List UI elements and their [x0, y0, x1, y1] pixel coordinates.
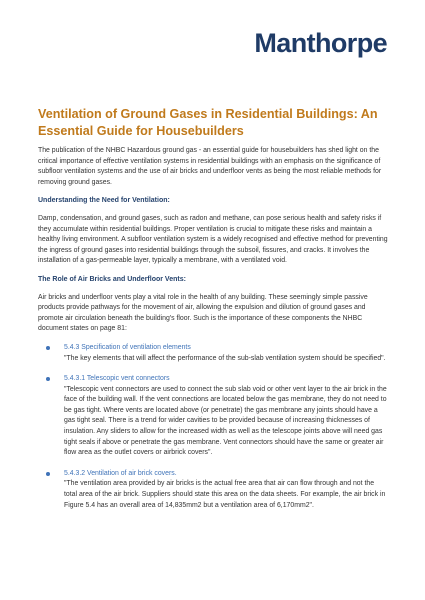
- document-body: [38, 146, 388, 521]
- list-item: [38, 343, 388, 364]
- section-heading-role: The Role of Air Bricks and Underfloor Vents:: [38, 275, 186, 283]
- list-item-title: 5.4.3.1 Telescopic vent connectors: [64, 375, 170, 383]
- section-paragraph-role: Air bricks and underfloor vents play a vital role in the health of any building. These seemingly simple passive products provide pathways for the movement of air, allowing the expulsion and dilution of ground gases and promote air circulation beneath the building's floor. Such is the importance of these components the NHBC document states on page 81:: [38, 293, 368, 333]
- list-item: [38, 374, 388, 459]
- section-heading-need: Understanding the Need for Ventilation:: [38, 197, 170, 205]
- list-item-text: "The ventilation area provided by air bricks is the actual free area that air can flow through and not the total area of the air brick. Suppliers should state this area on the data sheets. For example, the air brick in Figure 5.4 has an overall area of 14,835mm2 but a ventilation area of 6,170mm2".: [64, 480, 386, 509]
- intro-paragraph: The publication of the NHBC Hazardous ground gas - an essential guide for housebuilders has shed light on the critical importance of effective ventilation systems in residential buildings with an emphasis on the significance of subfloor ventilation systems and the use of air bricks and underfloor vents as being the most reliable methods for removing ground gases.: [38, 147, 382, 186]
- bullet-icon: [46, 377, 50, 381]
- list-item-title: 5.4.3.2 Ventilation of air brick covers.: [64, 469, 177, 477]
- list-item-text: "Telescopic vent connectors are used to connect the sub slab void or other vent layer to the air brick in the face of the building wall. If the vent connections are located below the gas membrane, they do not need to be gas tight. Where vents are located above (or penetrate) the gas membrane any joints should have a gas tight seal. There is a trend for wider cavities to be provided because of increasing thicknesses of insulation. Any sliders to allow for the increased width as well as the telescope joints above will need gas tight seals if above or penetrate the gas membrane. Vent connectors should have the same or greater air flow area as the outlet covers or airbrick covers".: [64, 385, 387, 457]
- bullet-icon: [46, 472, 50, 476]
- manthorpe-logo: Manthorpe: [254, 28, 387, 58]
- section-paragraph-need: Damp, condensation, and ground gases, such as radon and methane, can pose serious health and safety risks if they accumulate within residential buildings. Proper ventilation is crucial to mitigate these risks and maintain a healthy living environment. A subfloor ventilation system is a widely recognised and effective method for preventing the ingress of ground gases into residential buildings through the subsoil, fissures, and cracks. It involves the installation of a gas-permeable layer, typically a membrane, with a ventilated void.: [38, 214, 388, 265]
- list-item-title: 5.4.3 Specification of ventilation elements: [64, 343, 191, 351]
- list-item: [38, 469, 388, 511]
- page-title: Ventilation of Ground Gases in Residential Buildings: An Essential Guide for Housebuilders: [38, 107, 378, 139]
- list-item-text: "The key elements that will affect the performance of the sub-slab ventilation system should be specified".: [64, 354, 386, 362]
- bullet-icon: [46, 346, 50, 350]
